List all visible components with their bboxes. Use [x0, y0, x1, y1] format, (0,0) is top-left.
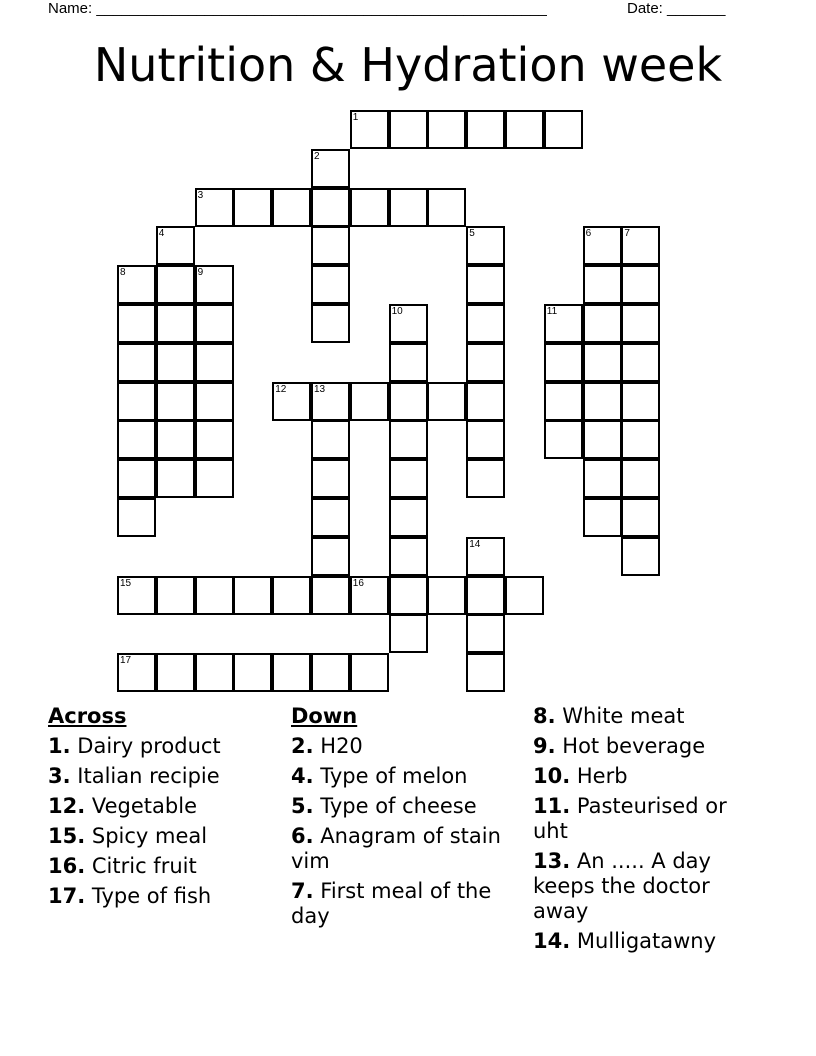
clue-text: Type of cheese — [320, 794, 477, 818]
grid-cell[interactable] — [389, 576, 428, 615]
grid-cell[interactable] — [621, 265, 660, 304]
clue-text: White meat — [562, 704, 685, 728]
down-heading: Down — [291, 704, 358, 728]
clue-text: Spicy meal — [91, 824, 208, 848]
clue-number-label: 3 — [197, 189, 204, 201]
clue-text: First meal of the day — [291, 879, 492, 928]
grid-cell[interactable] — [466, 382, 505, 421]
grid-cell[interactable] — [156, 459, 195, 498]
grid-cell[interactable] — [389, 343, 428, 382]
grid-cell[interactable] — [544, 110, 583, 149]
grid-cell[interactable] — [427, 110, 466, 149]
clue-item — [48, 884, 278, 909]
grid-cell[interactable] — [117, 459, 156, 498]
grid-cell[interactable] — [427, 382, 466, 421]
grid-cell[interactable] — [621, 343, 660, 382]
grid-cell[interactable] — [583, 382, 622, 421]
clue-number: 8. — [533, 704, 556, 728]
clue-item — [291, 734, 521, 759]
clue-number: 14. — [533, 929, 571, 953]
grid-cell[interactable] — [117, 382, 156, 421]
clue-item — [533, 734, 768, 759]
clue-text: Citric fruit — [91, 854, 197, 878]
grid-cell[interactable] — [156, 304, 195, 343]
grid-cell[interactable] — [389, 614, 428, 653]
across-heading: Across — [48, 704, 127, 728]
grid-cell[interactable] — [621, 537, 660, 576]
grid-cell[interactable] — [195, 576, 234, 615]
grid-cell[interactable] — [583, 459, 622, 498]
clue-number-label: 12 — [275, 383, 287, 395]
clue-number: 4. — [291, 764, 314, 788]
clue-item — [533, 794, 768, 844]
grid-cell[interactable] — [466, 265, 505, 304]
clue-number: 2. — [291, 734, 314, 758]
clue-number: 12. — [48, 794, 86, 818]
name-field[interactable]: Name: ______________________________________________________ — [48, 0, 547, 17]
grid-cell[interactable] — [389, 498, 428, 537]
clue-item — [291, 879, 521, 929]
grid-cell[interactable] — [505, 576, 544, 615]
clue-number-label: 10 — [391, 306, 403, 317]
grid-cell[interactable] — [505, 110, 544, 149]
grid-cell[interactable] — [389, 382, 428, 421]
date-field[interactable]: Date: _______ — [627, 0, 726, 17]
grid-cell[interactable] — [311, 188, 350, 227]
clue-number: 6. — [291, 824, 314, 848]
grid-cell[interactable] — [427, 188, 466, 227]
clue-number: 3. — [48, 764, 71, 788]
grid-cell[interactable] — [389, 420, 428, 459]
clue-number: 10. — [533, 764, 571, 788]
clue-item — [533, 849, 768, 924]
grid-cell[interactable] — [156, 343, 195, 382]
header-line — [0, 0, 816, 24]
clue-number: 11. — [533, 794, 571, 818]
clue-number-label: 17 — [120, 655, 132, 667]
grid-cell[interactable] — [466, 576, 505, 615]
clue-number-label: 2 — [314, 150, 320, 162]
clue-number-label: 8 — [120, 267, 126, 279]
grid-cell[interactable] — [544, 420, 583, 459]
grid-cell[interactable] — [195, 343, 234, 382]
clue-number: 1. — [48, 734, 71, 758]
grid-cell[interactable] — [233, 188, 272, 227]
clue-text: Pasteurised or uht — [533, 794, 727, 843]
grid-cell[interactable] — [156, 653, 195, 692]
clue-item — [291, 824, 521, 874]
clue-text: Anagram of stain vim — [291, 824, 501, 873]
grid-cell[interactable] — [311, 653, 350, 692]
clue-number: 13. — [533, 849, 571, 873]
across-clues — [48, 704, 278, 914]
clue-text: Type of fish — [91, 884, 212, 908]
clue-text: Italian recipie — [77, 764, 220, 788]
grid-cell[interactable] — [311, 576, 350, 615]
grid-cell[interactable] — [156, 382, 195, 421]
clue-number-label: 7 — [624, 228, 630, 240]
clue-number: 15. — [48, 824, 86, 848]
clue-item — [48, 824, 278, 849]
clue-item — [291, 794, 521, 819]
grid-cell[interactable] — [195, 382, 234, 421]
clue-text: Vegetable — [91, 794, 197, 818]
clue-number-label: 6 — [585, 228, 592, 240]
clue-item — [48, 794, 278, 819]
grid-cell[interactable] — [389, 459, 428, 498]
grid-cell[interactable] — [621, 382, 660, 421]
clue-text: An ..... A day keeps the doctor away — [533, 849, 711, 923]
down-clues — [291, 704, 521, 934]
clue-text: Herb — [576, 764, 628, 788]
page-title: Nutrition & Hydration week — [93, 38, 723, 92]
grid-cell[interactable] — [195, 420, 234, 459]
grid-cell[interactable] — [311, 537, 350, 576]
grid-cell[interactable] — [621, 304, 660, 343]
clue-number-label: 9 — [197, 267, 204, 279]
clue-text: Type of melon — [320, 764, 468, 788]
grid-cell[interactable] — [583, 304, 622, 343]
clue-text: Hot beverage — [562, 734, 706, 758]
grid-cell[interactable] — [311, 226, 350, 265]
clue-item — [291, 764, 521, 789]
clue-number-label: 11 — [546, 306, 558, 317]
clue-number: 7. — [291, 879, 314, 903]
clue-number: 17. — [48, 884, 86, 908]
down-clues-continued — [533, 704, 768, 959]
clue-number: 16. — [48, 854, 86, 878]
grid-cell[interactable] — [466, 110, 505, 149]
clue-number: 5. — [291, 794, 314, 818]
grid-cell[interactable] — [195, 304, 234, 343]
grid-cell[interactable] — [583, 265, 622, 304]
grid-cell[interactable] — [350, 188, 389, 227]
grid-cell[interactable] — [272, 576, 311, 615]
grid-cell[interactable] — [583, 498, 622, 537]
clue-number: 9. — [533, 734, 556, 758]
grid-cell[interactable] — [621, 498, 660, 537]
grid-cell[interactable] — [311, 304, 350, 343]
grid-cell[interactable] — [117, 420, 156, 459]
grid-cell[interactable] — [117, 343, 156, 382]
grid-cell[interactable] — [195, 459, 234, 498]
grid-cell[interactable] — [156, 265, 195, 304]
grid-cell[interactable] — [156, 576, 195, 615]
grid-cell[interactable] — [466, 614, 505, 653]
clue-item — [48, 734, 278, 759]
grid-cell[interactable] — [311, 459, 350, 498]
grid-cell[interactable] — [117, 304, 156, 343]
grid-cell[interactable] — [621, 459, 660, 498]
grid-cell[interactable] — [466, 653, 505, 692]
grid-cell[interactable] — [311, 265, 350, 304]
grid-cell[interactable] — [311, 420, 350, 459]
grid-cell[interactable] — [466, 343, 505, 382]
grid-cell[interactable] — [233, 576, 272, 615]
grid-cell[interactable] — [544, 382, 583, 421]
grid-cell[interactable] — [272, 188, 311, 227]
clue-item — [48, 854, 278, 879]
clue-number-label: 14 — [469, 538, 481, 550]
grid-cell[interactable] — [544, 343, 583, 382]
grid-cell[interactable] — [195, 653, 234, 692]
grid-cell[interactable] — [389, 537, 428, 576]
clue-text: H20 — [320, 734, 363, 758]
clue-number-label: 5 — [469, 228, 475, 240]
clue-number-label: 16 — [352, 577, 364, 589]
clue-item — [533, 704, 768, 729]
grid-cell[interactable] — [427, 576, 466, 615]
clue-item — [533, 764, 768, 789]
grid-cell[interactable] — [272, 653, 311, 692]
grid-cell[interactable] — [466, 459, 505, 498]
clue-number-label: 1 — [352, 112, 359, 123]
grid-cell[interactable] — [466, 420, 505, 459]
grid-cell[interactable] — [117, 498, 156, 537]
clue-number-label: 4 — [158, 228, 165, 240]
grid-cell[interactable] — [233, 653, 272, 692]
clue-text: Dairy product — [77, 734, 221, 758]
grid-cell[interactable] — [621, 420, 660, 459]
clue-item — [533, 929, 768, 954]
grid-cell[interactable] — [389, 188, 428, 227]
grid-cell[interactable] — [583, 343, 622, 382]
grid-cell[interactable] — [350, 382, 389, 421]
clue-text: Mulligatawny — [576, 929, 717, 953]
grid-cell[interactable] — [583, 420, 622, 459]
grid-cell[interactable] — [350, 653, 389, 692]
clue-number-label: 13 — [314, 383, 326, 395]
clue-number-label: 15 — [120, 577, 132, 589]
grid-cell[interactable] — [466, 304, 505, 343]
grid-cell[interactable] — [389, 110, 428, 149]
clue-item — [48, 764, 278, 789]
grid-cell[interactable] — [156, 420, 195, 459]
grid-cell[interactable] — [311, 498, 350, 537]
